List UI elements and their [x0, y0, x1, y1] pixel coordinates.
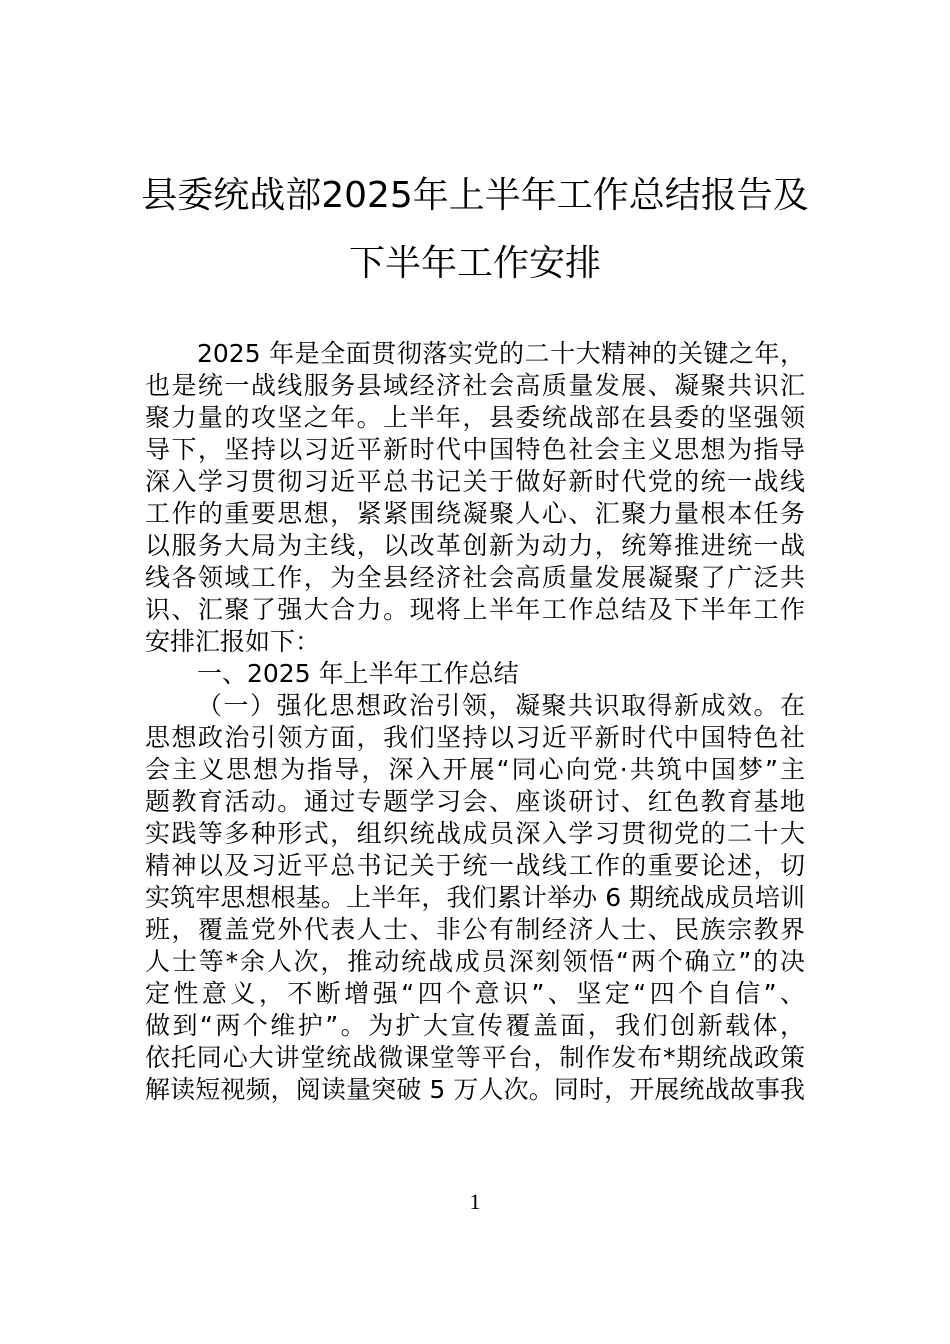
paragraph-line: 人士等*余人次，推动统战成员深刻领悟“两个确立”的决 [145, 947, 805, 976]
paragraph-line: 定性意义，不断增强“四个意识”、坚定“四个自信”、 [145, 979, 805, 1008]
paragraph-line: 工作的重要思想，紧紧围绕凝聚人心、汇聚力量根本任务 [145, 499, 805, 528]
paragraph-line: 深入学习贯彻习近平总书记关于做好新时代党的统一战线 [145, 467, 805, 496]
paragraph-line: 2025 年是全面贯彻落实党的二十大精神的关键之年， [197, 339, 805, 368]
paragraph-line: 导下，坚持以习近平新时代中国特色社会主义思想为指导 [145, 435, 805, 464]
paragraph-line: 解读短视频，阅读量突破 5 万人次。同时，开展统战故事我 [145, 1075, 805, 1104]
paragraph-line: 思想政治引领方面，我们坚持以习近平新时代中国特色社 [145, 723, 805, 752]
document-title-line-2: 下半年工作安排 [348, 243, 601, 284]
paragraph-line: 以服务大局为主线，以改革创新为动力，统筹推进统一战 [145, 531, 805, 560]
page-number: 1 [469, 1189, 481, 1214]
paragraph-line: 识、汇聚了强大合力。现将上半年工作总结及下半年工作 [145, 595, 805, 624]
paragraph-line: 依托同心大讲堂统战微课堂等平台，制作发布*期统战政策 [145, 1043, 805, 1072]
paragraph-line: 聚力量的攻坚之年。上半年，县委统战部在县委的坚强领 [145, 403, 805, 432]
paragraph-line: 题教育活动。通过专题学习会、座谈研讨、红色教育基地 [145, 787, 805, 816]
section-heading: 一、2025 年上半年工作总结 [197, 659, 519, 688]
document-title-line-1: 县委统战部2025年上半年工作总结报告及 [141, 175, 809, 216]
paragraph-line: 会主义思想为指导，深入开展“同心向党·共筑中国梦”主 [145, 755, 805, 784]
subsection-heading-line: （一）强化思想政治引领，凝聚共识取得新成效。在 [197, 691, 805, 720]
paragraph-line: 安排汇报如下： [145, 627, 321, 656]
paragraph-line: 做到“两个维护”。为扩大宣传覆盖面，我们创新载体， [145, 1011, 805, 1040]
paragraph-line: 实践等多种形式，组织统战成员深入学习贯彻党的二十大 [145, 819, 805, 848]
paragraph-line: 线各领域工作，为全县经济社会高质量发展凝聚了广泛共 [145, 563, 805, 592]
paragraph-line: 也是统一战线服务县域经济社会高质量发展、凝聚共识汇 [145, 371, 805, 400]
paragraph-line: 班，覆盖党外代表人士、非公有制经济人士、民族宗教界 [145, 915, 805, 944]
paragraph-line: 精神以及习近平总书记关于统一战线工作的重要论述，切 [145, 851, 805, 880]
paragraph-line: 实筑牢思想根基。上半年，我们累计举办 6 期统战成员培训 [145, 883, 805, 912]
